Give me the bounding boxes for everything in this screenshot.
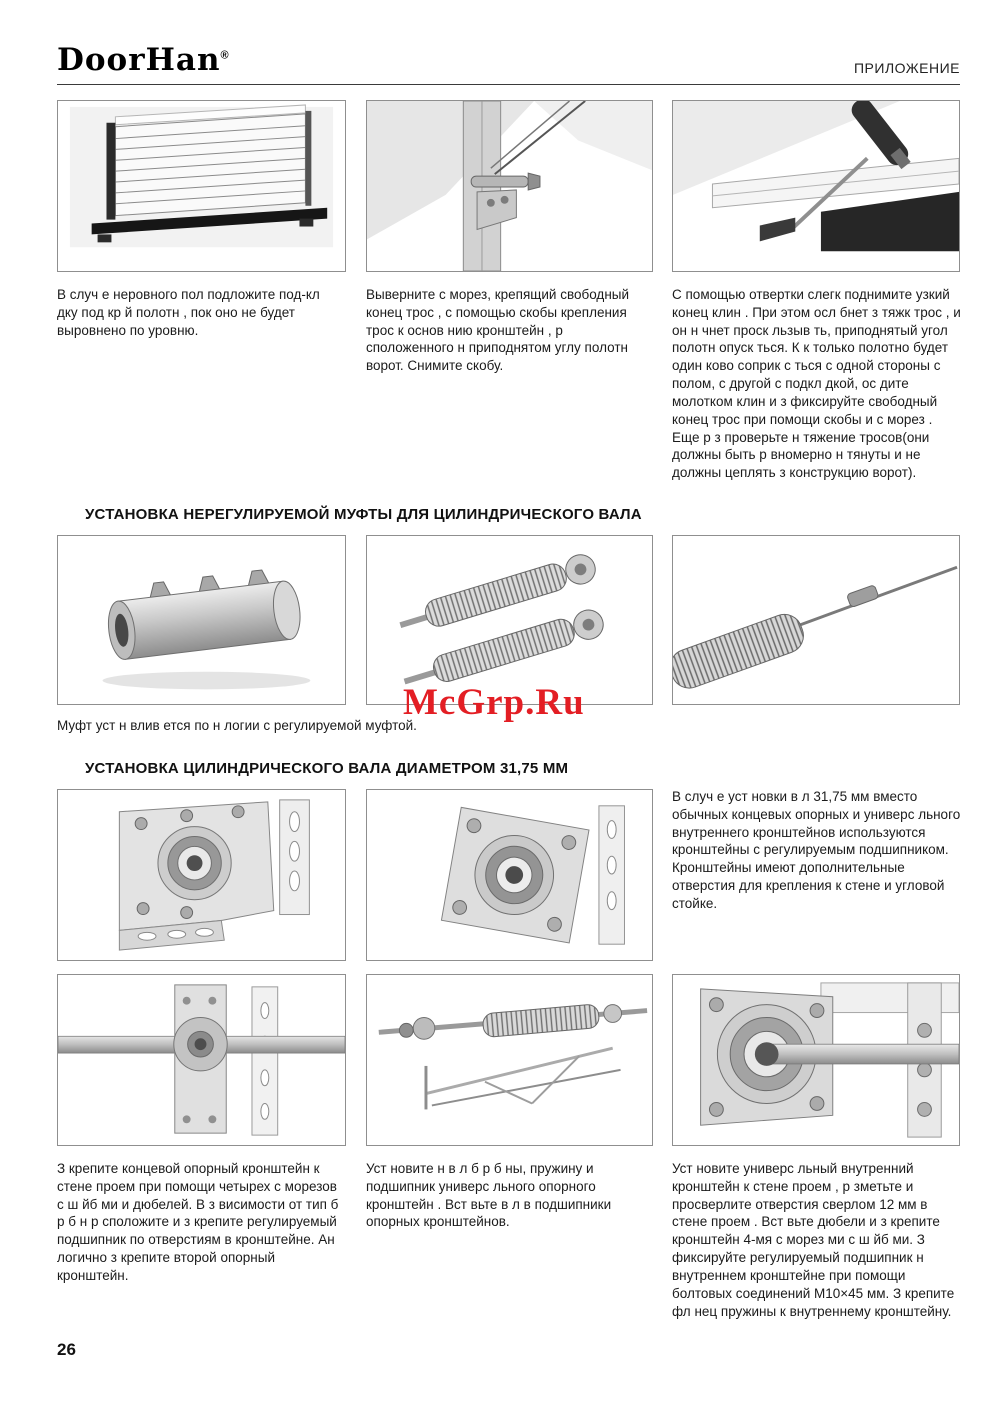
- caption-wedge-adjust: С помощью отвертки слегк поднимите узкий конец клин . При этом осл бнет з тяжк трос , и он н чнет проск льзыв ть, приподнятый угол полотн опуск ться. К к только полотно будет один ково соприк с ться с одной стороны с полом, с другой с подкл дкой, ос дите молотком клин и з фиксируйте свободный конец трос при помощи скобы и с морез . Еще р з проверьте н тяжение тросов(они должны быть р вномерно н тянуты и не должны цеплять з конструкцию ворот).: [672, 287, 961, 481]
- registered-mark: ®: [220, 49, 230, 62]
- bearing-bracket-angled-illustration: [367, 790, 652, 960]
- figure-screwdriver-wedge: [672, 100, 960, 272]
- figure-universal-bracket-shaft: [672, 974, 960, 1146]
- caption-end-bracket: З крепите концевой опорный кронштейн к стене проем при помощи четырех с морезов с ш йб ми и дюбелей. В з висимости от тип б р б н р сположите и з крепите регулируемый подшипник по отверстиям в кронштейне. Ан логично з крепите второй опорный кронштейн.: [57, 1161, 339, 1283]
- two-springs-illustration: [367, 536, 652, 704]
- bearing-bracket-front-illustration: [58, 790, 345, 960]
- caption-level-padding: В случ е неровного пол подложите под-кл дку под кр й полотн , пок оно не будет выровнено по уровню.: [57, 287, 320, 338]
- figure-bearing-bracket-angled: [366, 789, 653, 961]
- caption-universal-bracket: Уст новите универс льный внутренний кронштейн к стене проем , р зметьте и просверлите отверстия сверлом 12 мм в стене проем . Вст вьте дюбели и з крепите кронштейн 4-мя с морез ми с ш йб ми. З фиксируйте регулируемый подшипник н внутреннем кронштейне при помощи болтовых соединений М10×45 мм. З крепите фл нец пружины к внутреннему кронштейну.: [672, 1161, 955, 1319]
- cable-bracket-illustration: [367, 101, 652, 271]
- heading-shaft-install: УСТАНОВКА ЦИЛИНДРИЧЕСКОГО ВАЛА ДИАМЕТРОМ 31,75 ММ: [85, 760, 569, 777]
- header-divider: [57, 84, 960, 85]
- universal-bracket-shaft-illustration: [673, 975, 959, 1145]
- figure-spring-on-shaft: [672, 535, 960, 705]
- figure-two-springs: [366, 535, 653, 705]
- figure-door-panel: [57, 100, 346, 272]
- spring-on-shaft-illustration: [673, 536, 959, 704]
- page-number: 26: [57, 1340, 76, 1359]
- door-panel-illustration: [58, 101, 345, 271]
- figure-bearing-bracket-front: [57, 789, 346, 961]
- caption-unscrew-cable: Выверните с морез, крепящий свободный конец трос , с помощью скобы крепления трос к основ нию кронштейн , р сположенного н приподнятом углу полотн ворот. Снимите скобу.: [366, 287, 630, 374]
- caption-coupling-note: Муфт уст н влив ется по н логии с регулируемой муфтой.: [57, 718, 417, 733]
- figure-shaft-through-bracket: [57, 974, 346, 1146]
- coupling-illustration: [58, 536, 345, 704]
- header-section-label: ПРИЛОЖЕНИЕ: [853, 60, 960, 76]
- brand-logo: [57, 42, 230, 78]
- screwdriver-wedge-illustration: [673, 101, 959, 271]
- spring-assembly-illustration: [367, 975, 652, 1145]
- figure-spring-assembly: [366, 974, 653, 1146]
- paragraph-shaft-info: В случ е уст новки в л 31,75 мм вместо обычных концевых опорных и универс льного внутреннего кронштейнов используются кронштейны с регулируемым подшипником. Кронштейны имеют дополнительные отверстия для крепления к стене и угловой стойке.: [672, 789, 961, 911]
- caption-install-shaft: Уст новите н в л б р б ны, пружину и подшипник универс льного опорного кронштейн . Вст вьте в л в подшипники опорных кронштейнов.: [366, 1161, 612, 1230]
- figure-coupling: [57, 535, 346, 705]
- shaft-through-bracket-illustration: [58, 975, 345, 1145]
- heading-coupling-install: УСТАНОВКА НЕРЕГУЛИРУЕМОЙ МУФТЫ ДЛЯ ЦИЛИНДРИЧЕСКОГО ВАЛА: [85, 506, 642, 523]
- brand-text: DoorHan: [57, 42, 221, 78]
- figure-cable-bracket: [366, 100, 653, 272]
- watermark: McGrp.Ru: [403, 682, 585, 723]
